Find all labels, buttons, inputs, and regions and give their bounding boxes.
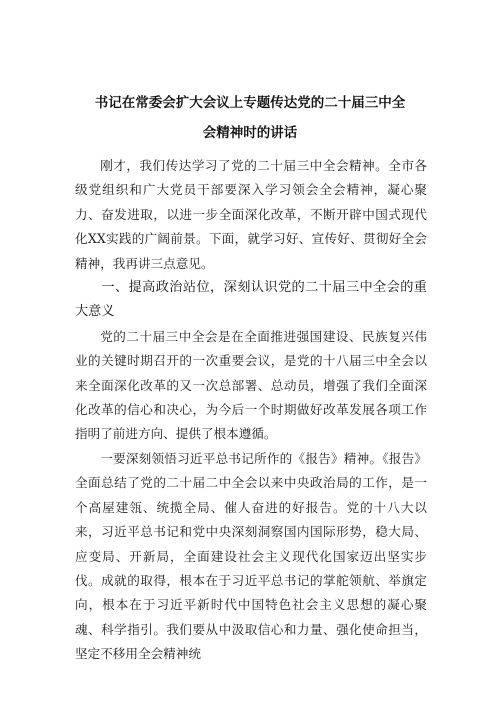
body-paragraph-2: 一要深刻领悟习近平总书记所作的《报告》精神。《报告》全面总结了党的二十届二中全会以来中央政治局的工作，是一个高屋建瓴、统揽全局、催人奋进的好报告。党的十八大以来，习近平总书记和党中央深刻洞察国内国际形势，稳大局、应变局、开新局，全面建设社会主义现代化国家迈出坚实步伐。成就的取得，根本在于习近平总书记的掌舵领航、举旗定向，根本在于习近平新时代中国特色社会主义思想的凝心聚魂、科学指引。我们要从中汲取信心和力量、强化使命担当，坚定不移用全会精神统 <box>75 450 427 662</box>
body-paragraph-1: 党的二十届三中全会是在全面推进强国建设、民族复兴伟业的关键时期召开的一次重要会议，是党的十八届三中全会以来全面深化改革的又一次总部署、总动员，增强了我们全面深化改革的信心和决心，为今后一个时期做好改革发展各项工作指明了前进方向、提供了根本遵循。 <box>75 328 427 442</box>
intro-paragraph: 刚才，我们传达学习了党的二十届三中全会精神。全市各级党组织和广大党员干部要深入学习领会全会精神，凝心聚力、奋发进取，以进一步全面深化改革，不断开辟中国式现代化XX实践的广阔前景。下面，就学习好、宣传好、贯彻好全会精神，我再讲三点意见。 <box>75 158 427 271</box>
section-heading-1: 一、提高政治站位，深刻认识党的二十届三中全会的重大意义 <box>75 280 427 320</box>
document-body <box>75 154 427 667</box>
document-title <box>60 88 440 148</box>
title-line-2: 会精神时的讲话 <box>202 125 298 141</box>
title-line-1: 书记在常委会扩大会议上专题传达党的二十届三中全 <box>94 95 406 111</box>
